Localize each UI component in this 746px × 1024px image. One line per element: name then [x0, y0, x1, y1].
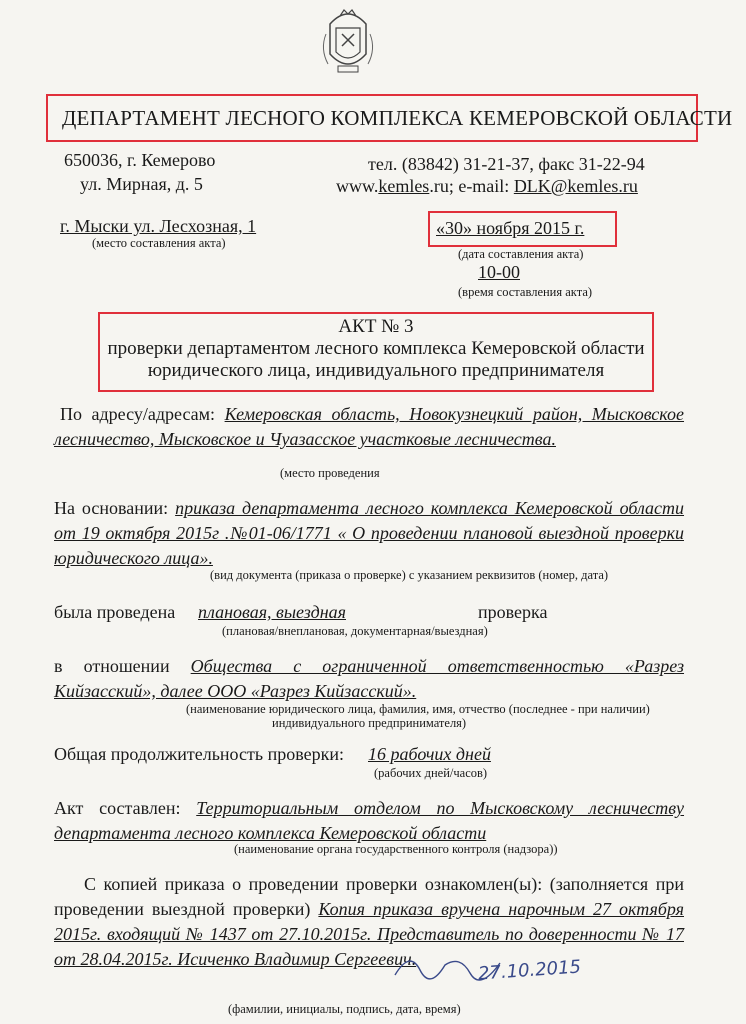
act-title	[98, 316, 654, 382]
web-email	[336, 176, 638, 197]
phone-fax: тел. (83842) 31-21-37, факс 31-22-94	[368, 154, 645, 174]
familiarized-text: С копией приказа о проведении проверки ознакомлен(ы): (заполняется при проведении выездной проверки)	[54, 874, 684, 919]
act-place-caption: (место составления акта)	[92, 236, 226, 250]
basis-value: приказа департамента лесного комплекса Кемеровской области от 19 октября 2015г .№01-06/1771 « О проведении плановой выездной проверки юридического лица».	[54, 498, 685, 568]
address-caption: (место проведения	[280, 466, 380, 480]
act-place-value: г. Мыски ул. Лесхозная, 1	[60, 216, 257, 236]
conducted-value: плановая, выездная	[198, 602, 346, 622]
familiarized-value: Копия приказа вручена нарочным 27 октября 2015г. входящий № 1437 от 27.10.2015г. Представитель по доверенности № 17 от 28.04.2015г. Исиченко Владимир Сергеевич.	[54, 899, 684, 969]
act-date-value: «30» ноября 2015 г.	[436, 218, 585, 238]
address-label: По адресу/адресам:	[60, 404, 216, 424]
regarding-caption-1: (наименование юридического лица, фамилия, имя, отчество (последнее - при наличии)	[186, 702, 650, 716]
department-title: ДЕПАРТАМЕНТ ЛЕСНОГО КОМПЛЕКСА КЕМЕРОВСКОЙ ОБЛАСТИ	[62, 106, 733, 130]
regarding-label: в отношении	[54, 656, 170, 676]
duration-label: Общая продолжительность проверки:	[54, 744, 344, 764]
duration-value: 16 рабочих дней	[368, 744, 491, 764]
duration-caption: (рабочих дней/часов)	[374, 766, 488, 780]
address-paragraph	[54, 402, 684, 452]
coat-of-arms-icon	[318, 4, 378, 84]
compiled-label: Акт составлен:	[54, 798, 181, 818]
address-value: Кемеровская область, Новокузнецкий район, Мысковское лесничество, Мысковское и Чуазасское участковые лесничества.	[54, 404, 685, 449]
regarding-paragraph	[54, 654, 684, 704]
compiled-paragraph	[54, 796, 684, 846]
basis-caption: (вид документа (приказа о проверке) с указанием реквизитов (номер, дата)	[210, 568, 609, 582]
handwritten-date: 27.10.2015	[477, 956, 582, 985]
conducted-label: была проведена	[54, 602, 176, 622]
basis-paragraph	[54, 496, 684, 571]
web-prefix: www.	[336, 176, 379, 196]
basis-label: На основании:	[54, 498, 169, 518]
regarding-caption-2: индивидуального предпринимателя)	[272, 716, 467, 730]
act-title-line-2: юридического лица, индивидуального предпринимателя	[147, 360, 605, 381]
familiarized-paragraph	[54, 872, 684, 972]
compiled-caption: (наименование органа государственного контроля (надзора))	[234, 842, 558, 856]
website-link[interactable]: kemles	[378, 176, 430, 196]
address-line-1: 650036, г. Кемерово	[64, 150, 216, 170]
act-title-line-1: проверки департаментом лесного комплекса Кемеровской области	[107, 338, 645, 359]
address-line-2: ул. Мирная, д. 5	[80, 174, 203, 194]
conducted-suffix: проверка	[478, 602, 548, 622]
familiarized-caption: (фамилии, инициалы, подпись, дата, время)	[228, 1002, 461, 1016]
email-link[interactable]: DLK@kemles.ru	[513, 176, 638, 196]
compiled-value: Территориальным отделом по Мысковскому лесничеству департамента лесного комплекса Кемеровской области	[54, 798, 685, 843]
act-date-caption: (дата составления акта)	[458, 247, 584, 261]
conducted-caption: (плановая/внеплановая, документарная/выездная)	[222, 624, 488, 638]
web-suffix: .ru; e-mail:	[429, 176, 514, 196]
regarding-value: Общества с ограниченной ответственностью «Разрез Кийзасский», далее ООО «Разрез Кийзасский».	[54, 656, 685, 701]
act-time-value: 10-00	[478, 262, 520, 282]
act-number: АКТ № 3	[338, 316, 414, 337]
act-time-caption: (время составления акта)	[458, 285, 593, 299]
